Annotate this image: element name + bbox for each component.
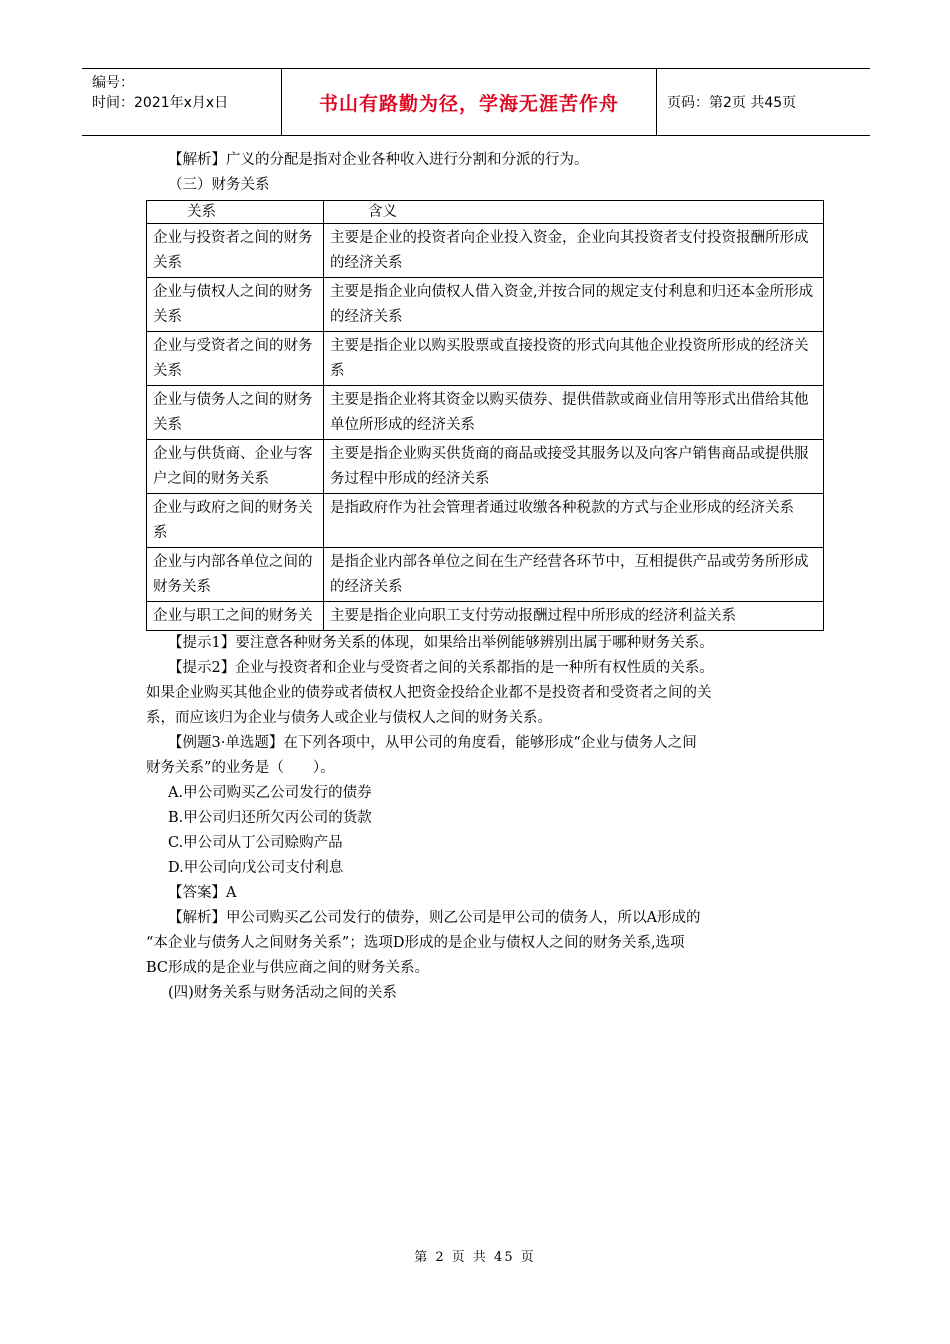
answer-analysis-line-3: BC形成的是企业与供应商之间的财务关系。 — [146, 960, 430, 976]
table-row — [147, 224, 824, 278]
table-header-row — [147, 201, 824, 224]
answer-analysis-line-2: “本企业与债务人之间财务关系”；选项D形成的是企业与债权人之间的财务关系,选项 — [146, 935, 685, 951]
tip-1: 【提示1】要注意各种财务关系的体现，如果给出举例能够辨别出属于哪种财务关系。 — [168, 635, 714, 651]
header-number: 编号： — [92, 75, 134, 91]
option-c: C.甲公司从丁公司赊购产品 — [168, 835, 343, 851]
page-header — [82, 68, 870, 136]
table-row — [147, 386, 824, 440]
meaning-cell: 主要是指企业将其资金以购买债券、提供借款或商业信用等形式出借给其他单位所形成的经济关系 — [324, 386, 824, 440]
table-row — [147, 548, 824, 602]
tip-2-line-3: 系，而应该归为企业与债务人或企业与债权人之间的财务关系。 — [146, 710, 552, 726]
table-row — [147, 440, 824, 494]
answer: 【答案】A — [168, 885, 237, 901]
relation-cell: 企业与政府之间的财务关系 — [147, 494, 324, 548]
table-row — [147, 278, 824, 332]
document-body — [146, 148, 826, 1006]
option-d: D.甲公司向戊公司支付利息 — [168, 860, 344, 876]
meaning-cell: 是指政府作为社会管理者通过收缴各种税款的方式与企业形成的经济关系 — [324, 494, 824, 548]
relation-cell: 企业与供货商、企业与客户之间的财务关系 — [147, 440, 324, 494]
tip-2-line-1: 【提示2】企业与投资者和企业与受资者之间的关系都指的是一种所有权性质的关系。 — [168, 660, 714, 676]
meaning-cell: 主要是指企业购买供货商的商品或接受其服务以及向客户销售商品或提供服务过程中形成的经济关系 — [324, 440, 824, 494]
meaning-cell: 主要是企业的投资者向企业投入资金，企业向其投资者支付投资报酬所形成的经济关系 — [324, 224, 824, 278]
relation-cell: 企业与债权人之间的财务关系 — [147, 278, 324, 332]
header-page: 页码：第2页 共45页 — [667, 95, 797, 111]
table-row — [147, 602, 824, 631]
header-meta — [82, 69, 282, 135]
section-heading: (四)财务关系与财务活动之间的关系 — [168, 985, 397, 1001]
tip-2-line-2: 如果企业购买其他企业的债券或者债权人把资金投给企业都不是投资者和受资者之间的关 — [146, 685, 712, 701]
table-header-cell: 含义 — [324, 201, 824, 224]
table-row — [147, 494, 824, 548]
section-heading: （三）财务关系 — [168, 177, 270, 193]
relation-cell: 企业与职工之间的财务关 — [147, 602, 324, 631]
header-date: 时间：2021年x月x日 — [92, 95, 229, 111]
analysis-paragraph: 【解析】广义的分配是指对企业各种收入进行分割和分派的行为。 — [168, 152, 589, 168]
answer-analysis-line-1: 【解析】甲公司购买乙公司发行的债券，则乙公司是甲公司的债务人，所以A形成的 — [168, 910, 701, 926]
page-footer: 第 2 页 共 45 页 — [414, 1250, 536, 1265]
meaning-cell: 主要是指企业向债权人借入资金,并按合同的规定支付利息和归还本金所形成的经济关系 — [324, 278, 824, 332]
relation-cell: 企业与受资者之间的财务关系 — [147, 332, 324, 386]
meaning-cell: 主要是指企业以购买股票或直接投资的形式向其他企业投资所形成的经济关系 — [324, 332, 824, 386]
table-header-cell: 关系 — [147, 201, 324, 224]
option-b: B.甲公司归还所欠丙公司的货款 — [168, 810, 372, 826]
example-question-line-2: 财务关系”的业务是（ ）。 — [146, 760, 335, 776]
relation-cell: 企业与投资者之间的财务关系 — [147, 224, 324, 278]
table-row — [147, 332, 824, 386]
meaning-cell: 主要是指企业向职工支付劳动报酬过程中所形成的经济利益关系 — [324, 602, 824, 631]
relation-cell: 企业与内部各单位之间的财务关系 — [147, 548, 324, 602]
financial-relations-table — [146, 200, 824, 631]
relation-cell: 企业与债务人之间的财务关系 — [147, 386, 324, 440]
header-motto: 书山有路勤为径，学海无涯苦作舟 — [282, 69, 657, 135]
example-question-line-1: 【例题3·单选题】在下列各项中，从甲公司的角度看，能够形成“企业与债务人之间 — [168, 735, 697, 751]
option-a: A.甲公司购买乙公司发行的债券 — [168, 785, 372, 801]
meaning-cell: 是指企业内部各单位之间在生产经营各环节中，互相提供产品或劳务所形成的经济关系 — [324, 548, 824, 602]
